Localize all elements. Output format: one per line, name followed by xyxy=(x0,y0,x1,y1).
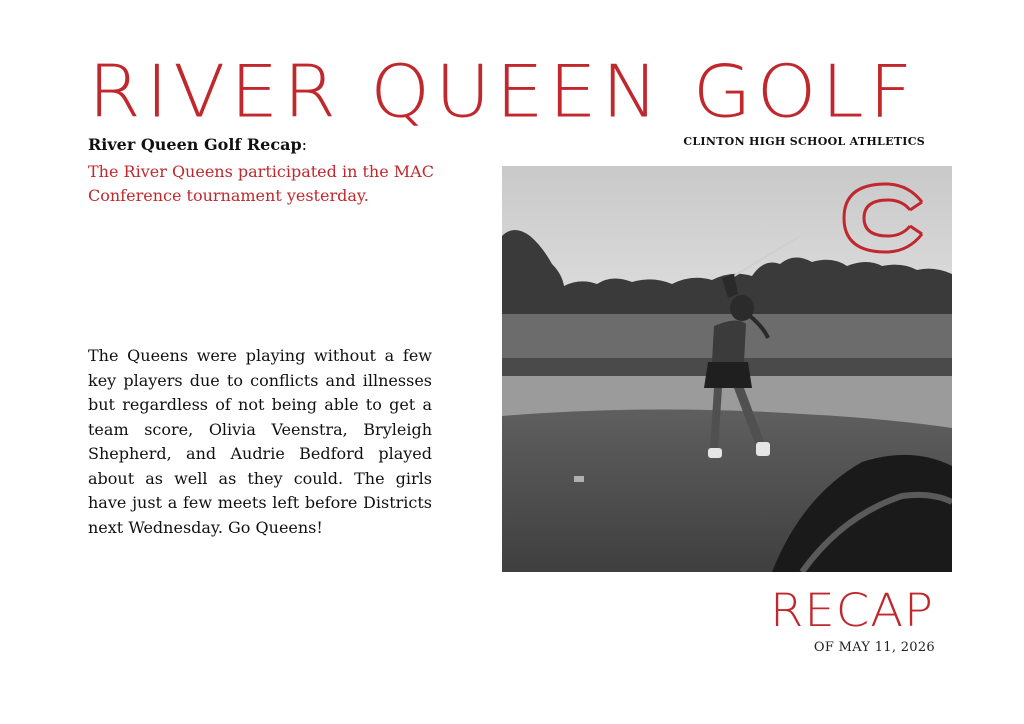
article-body: The Queens were playing without a few key players due to conflicts and illnesses but regardless of not being able to get a team score, Olivia Veenstra, Bryleigh Shepherd, and Audrie Bedford played about as well as they could. The girls have just a few meets left before Districts next Wednesday. Go Queens! xyxy=(88,346,432,537)
article-heading xyxy=(88,135,307,154)
article-heading-text: River Queen Golf Recap xyxy=(88,135,302,154)
tee-marker xyxy=(574,476,584,482)
recap-label: RECAP xyxy=(770,584,934,638)
article-heading-colon: : xyxy=(301,135,308,154)
article-intro: The River Queens participated in the MAC Conference tournament yesterday. xyxy=(88,162,434,205)
golfer-photo xyxy=(502,166,952,572)
recap-date: OF MAY 11, 2026 xyxy=(813,640,935,655)
organization-label: CLINTON HIGH SCHOOL ATHLETICS xyxy=(683,135,925,148)
page-title: RIVER QUEEN GOLF xyxy=(88,49,918,134)
golfer-photo-graphic xyxy=(502,166,952,572)
